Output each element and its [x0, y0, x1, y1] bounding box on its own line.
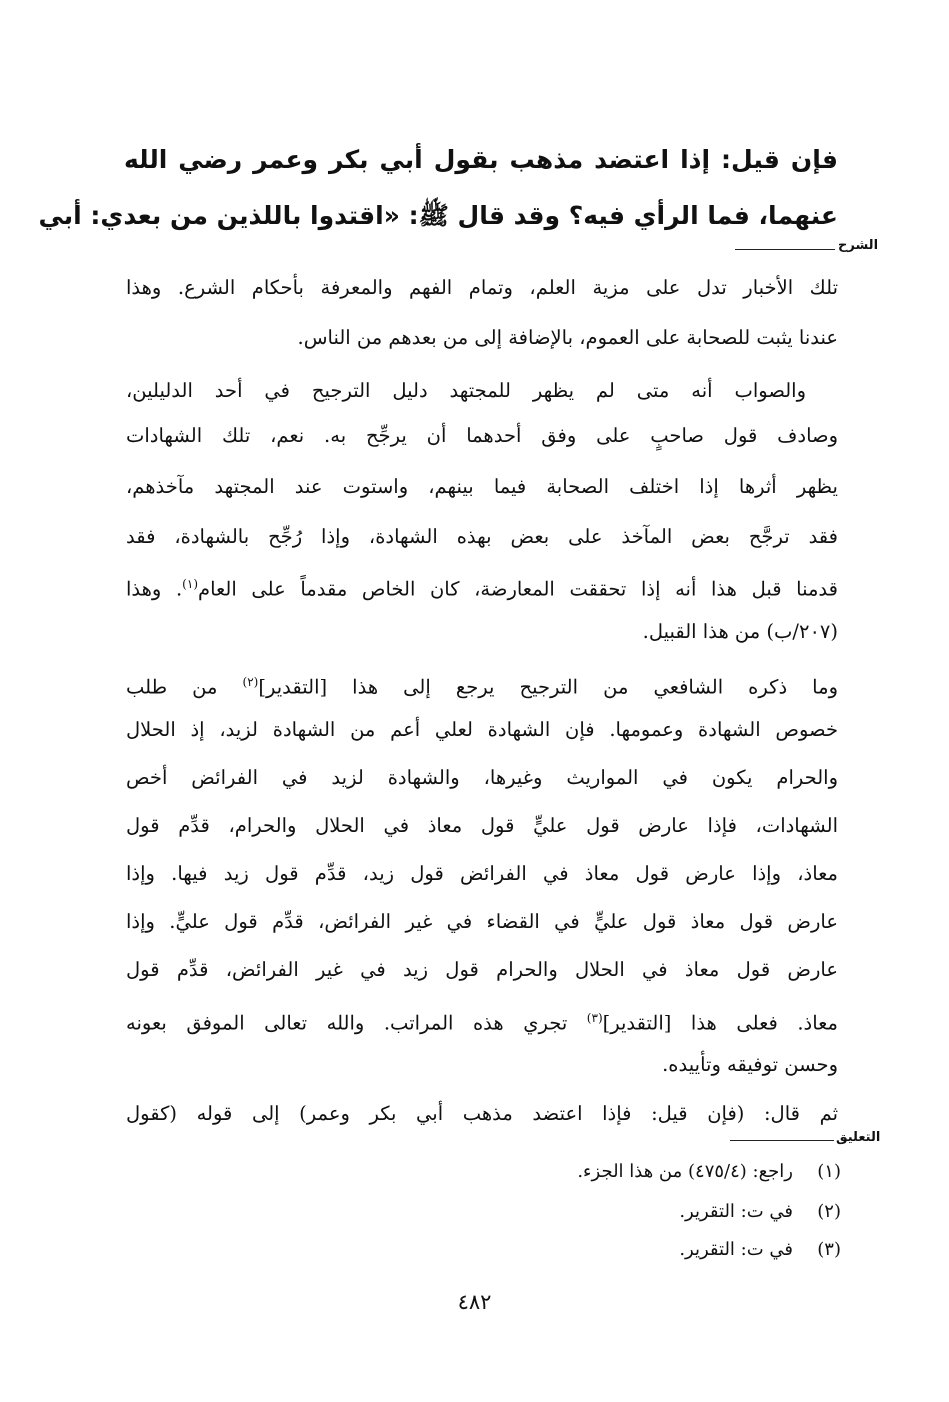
footnote-2-text: في ت: التقرير.	[679, 1201, 793, 1222]
sharh-line-12: الشهادات، فإذا عارض قول عليٍّ قول معاذ في الحلال والحرام، قدِّم قول	[126, 814, 838, 837]
sharh-line-11: والحرام يكون في المواريث وغيرها، والشهادة لزيد في الفرائض أخص	[126, 766, 838, 789]
sharh-line-3: والصواب أنه متى لم يظهر للمجتهد دليل الترجيح في أحد الدليلين،	[126, 379, 807, 402]
sharh-line-4: وصادف قول صاحبٍ على وفق أحدهما أن يرجِّح به. نعم، تلك الشهادات	[126, 424, 838, 447]
sharh-label: الشرح	[838, 238, 879, 253]
sharh-line-13: معاذ، وإذا عارض قول معاذ في الفرائض قول زيد، قدِّم قول زيد فيها. وإذا	[126, 862, 838, 885]
footnote-ref-3: (٣)	[586, 1011, 603, 1025]
sharh-line-15: عارض قول معاذ في الحلال والحرام قول زيد في غير الفرائض، قدِّم قول	[126, 958, 838, 981]
footnote-2-number: (٢)	[817, 1201, 841, 1222]
sharh-line-1: تلك الأخبار تدل على مزية العلم، وتمام الفهم والمعرفة بأحكام الشرع. وهذا	[126, 276, 838, 299]
footnote-3	[679, 1235, 841, 1265]
footnote-3-number: (٣)	[817, 1239, 841, 1260]
page-number: ٤٨٢	[457, 1290, 492, 1314]
footnote-3-text: في ت: التقرير.	[679, 1239, 793, 1260]
taliq-divider	[730, 1140, 834, 1141]
matn-line-1: فإن قيل: إذا اعتضد مذهب بقول أبي بكر وعمر رضي الله	[124, 145, 838, 174]
footnote-ref-2: (٢)	[242, 675, 259, 689]
matn-line-2: عنهما، فما الرأي فيه؟ وقد قال ﷺ: «اقتدوا باللذين من بعدي: أبي	[38, 201, 838, 230]
sharh-line-9	[126, 664, 838, 704]
sharh-line-7-text: قدمنا قبل هذا أنه إذا تحققت المعارضة، كان الخاص مقدماً على العام	[198, 577, 838, 601]
sharh-line-17: وحسن توفيقه وتأييده.	[662, 1053, 838, 1076]
footnote-ref-1: (١)	[182, 577, 198, 591]
sharh-line-8: (٢٠٧/ب) من هذا القبيل.	[642, 620, 838, 643]
footnote-1	[577, 1157, 841, 1187]
sharh-line-16	[126, 1000, 838, 1040]
footnote-1-text: راجع: (٤٧٥/٤) من هذا الجزء.	[577, 1161, 793, 1182]
taliq-label: التعليق	[836, 1130, 881, 1145]
sharh-divider	[735, 249, 835, 250]
sharh-line-7-end: . وهذا	[126, 577, 183, 601]
sharh-line-7	[126, 566, 838, 606]
footnote-2	[679, 1197, 841, 1227]
sharh-line-9-text: وما ذكره الشافعي من الترجيح يرجع إلى هذا [التقدير]	[258, 675, 838, 699]
sharh-line-2: عندنا يثبت للصحابة على العموم، بالإضافة إلى من بعدهم من الناس.	[297, 326, 838, 349]
footnote-1-number: (١)	[817, 1161, 841, 1182]
sharh-line-5: يظهر أثرها إذا اختلف الصحابة فيما بينهم، واستوت عند المجتهد مآخذهم،	[126, 475, 838, 498]
sharh-line-14: عارض قول معاذ قول عليٍّ في القضاء في غير الفرائض، قدِّم قول عليٍّ. وإذا	[126, 910, 838, 933]
sharh-line-6: فقد ترجَّح بعض المآخذ على بعض بهذه الشهادة، وإذا رُجِّح بالشهادة، فقد	[126, 525, 838, 548]
sharh-line-10: خصوص الشهادة وعمومها. فإن الشهادة لعلي أعم من الشهادة لزيد، إذ الحلال	[126, 718, 838, 741]
sharh-line-9-end: من طلب	[126, 675, 243, 699]
sharh-line-16-end: تجري هذه المراتب. والله تعالى الموفق بعونه	[126, 1011, 587, 1035]
sharh-line-18: ثم قال: (فإن قيل: فإذا اعتضد مذهب أبي بكر وعمر) إلى قوله (كقول	[126, 1102, 838, 1125]
sharh-line-16-text: معاذ. فعلى هذا [التقدير]	[602, 1011, 839, 1035]
